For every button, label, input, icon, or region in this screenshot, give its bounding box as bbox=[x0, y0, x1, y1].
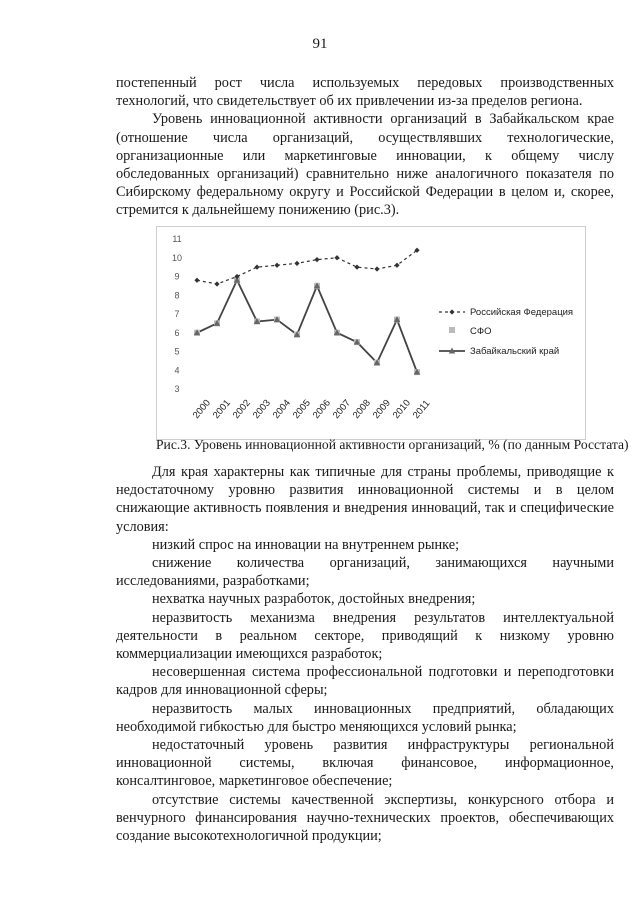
x-tick-label: 2006 bbox=[310, 397, 333, 421]
point-rf bbox=[274, 263, 279, 268]
list-item: снижение количества организаций, занимающихся научными исследованиями, разработками; bbox=[116, 555, 614, 590]
list-item: отсутствие системы качественной экспертизы, конкурсного отбора и венчурного финансирования научно-технических проектов, обеспечивающих создание высокотехнологичной продукции; bbox=[116, 791, 614, 845]
legend-label-rf: Российская Федерация bbox=[470, 307, 574, 318]
x-tick-label: 2003 bbox=[250, 397, 273, 421]
point-rf bbox=[294, 261, 299, 266]
legend-label-zabaykalsky: Забайкальский край bbox=[470, 346, 560, 357]
series-line-rf bbox=[197, 250, 417, 284]
point-rf bbox=[194, 278, 199, 283]
x-tick-label: 2008 bbox=[350, 397, 373, 421]
point-rf bbox=[374, 266, 379, 271]
y-tick-label: 8 bbox=[174, 290, 180, 301]
y-tick-label: 9 bbox=[174, 271, 180, 282]
list-item: неразвитость механизма внедрения результатов интеллектуальной деятельности в реальном секторе, приводящий к низкому уровню коммерциализации имеющихся разработок; bbox=[116, 609, 614, 663]
figure-chart bbox=[156, 226, 586, 440]
y-tick-label: 6 bbox=[174, 327, 180, 338]
top-text bbox=[116, 74, 614, 220]
legend-marker-sfo bbox=[449, 327, 455, 333]
x-tick-label: 2011 bbox=[410, 398, 433, 421]
line-chart bbox=[157, 227, 585, 439]
x-tick-label: 2007 bbox=[330, 397, 353, 421]
legend-marker-rf bbox=[449, 309, 454, 314]
y-tick-label: 10 bbox=[171, 252, 183, 263]
list-item: недостаточный уровень развития инфраструктуры региональной инновационной системы, включая финансовое, информационное, консалтинговое, маркетинговое обеспечение; bbox=[116, 737, 614, 790]
x-tick-label: 2009 bbox=[370, 397, 393, 421]
point-rf bbox=[214, 281, 219, 286]
paragraph-intro: Для края характерны как типичные для страны проблемы, приводящие к недостаточному уровню развития инновационной системы и в целом снижающие активность появления и внедрения инноваций, так и специфические условия: bbox=[116, 464, 614, 535]
x-tick-label: 2000 bbox=[190, 397, 213, 421]
series-line-zabaykalsky bbox=[197, 280, 417, 372]
point-rf bbox=[354, 265, 359, 270]
point-rf bbox=[334, 255, 339, 260]
point-rf bbox=[314, 257, 319, 262]
list-item: неразвитость малых инновационных предприятий, обладающих необходимой гибкостью для быстро меняющихся условий рынка; bbox=[116, 700, 614, 735]
x-tick-label: 2004 bbox=[270, 397, 293, 421]
point-rf bbox=[254, 265, 259, 270]
bottom-text bbox=[116, 463, 614, 845]
y-tick-label: 5 bbox=[174, 346, 180, 357]
legend-label-sfo: СФО bbox=[470, 326, 492, 337]
y-tick-label: 4 bbox=[174, 365, 180, 376]
list-item: низкий спрос на инновации на внутреннем рынке; bbox=[152, 536, 460, 553]
x-tick-label: 2010 bbox=[390, 397, 413, 421]
page-number: 91 bbox=[312, 36, 328, 52]
paragraph-continuation: постепенный рост числа используемых передовых производственных технологий, что свидетельствует об их привлечении из-за пределов региона. bbox=[116, 75, 614, 110]
x-tick-label: 2002 bbox=[230, 397, 253, 421]
figure-caption: Рис.3. Уровень инновационной активности организаций, % (по данным Росстата) bbox=[156, 437, 629, 452]
problem-list bbox=[116, 536, 614, 845]
point-rf bbox=[394, 263, 399, 268]
x-tick-label: 2001 bbox=[210, 397, 233, 421]
x-tick-label: 2005 bbox=[290, 397, 313, 421]
y-tick-label: 3 bbox=[174, 384, 180, 394]
list-item: нехватка научных разработок, достойных внедрения; bbox=[152, 591, 476, 608]
paragraph-innovation-level: Уровень инновационной активности организаций в Забайкальском крае (отношение числа организаций, осуществлявших технологические, организационные или маркетинговые инновации, к общему числу обследованных организаций) сравнительно ниже аналогичного показателя по Сибирскому федеральному округу и Российской Федерации в целом и, скорее, стремится к дальнейшему понижению (рис.3). bbox=[116, 111, 614, 219]
y-tick-label: 7 bbox=[174, 309, 180, 319]
y-tick-label: 11 bbox=[172, 234, 182, 244]
list-item: несовершенная система профессиональной подготовки и переподготовки кадров для инновационной сферы; bbox=[116, 664, 614, 699]
